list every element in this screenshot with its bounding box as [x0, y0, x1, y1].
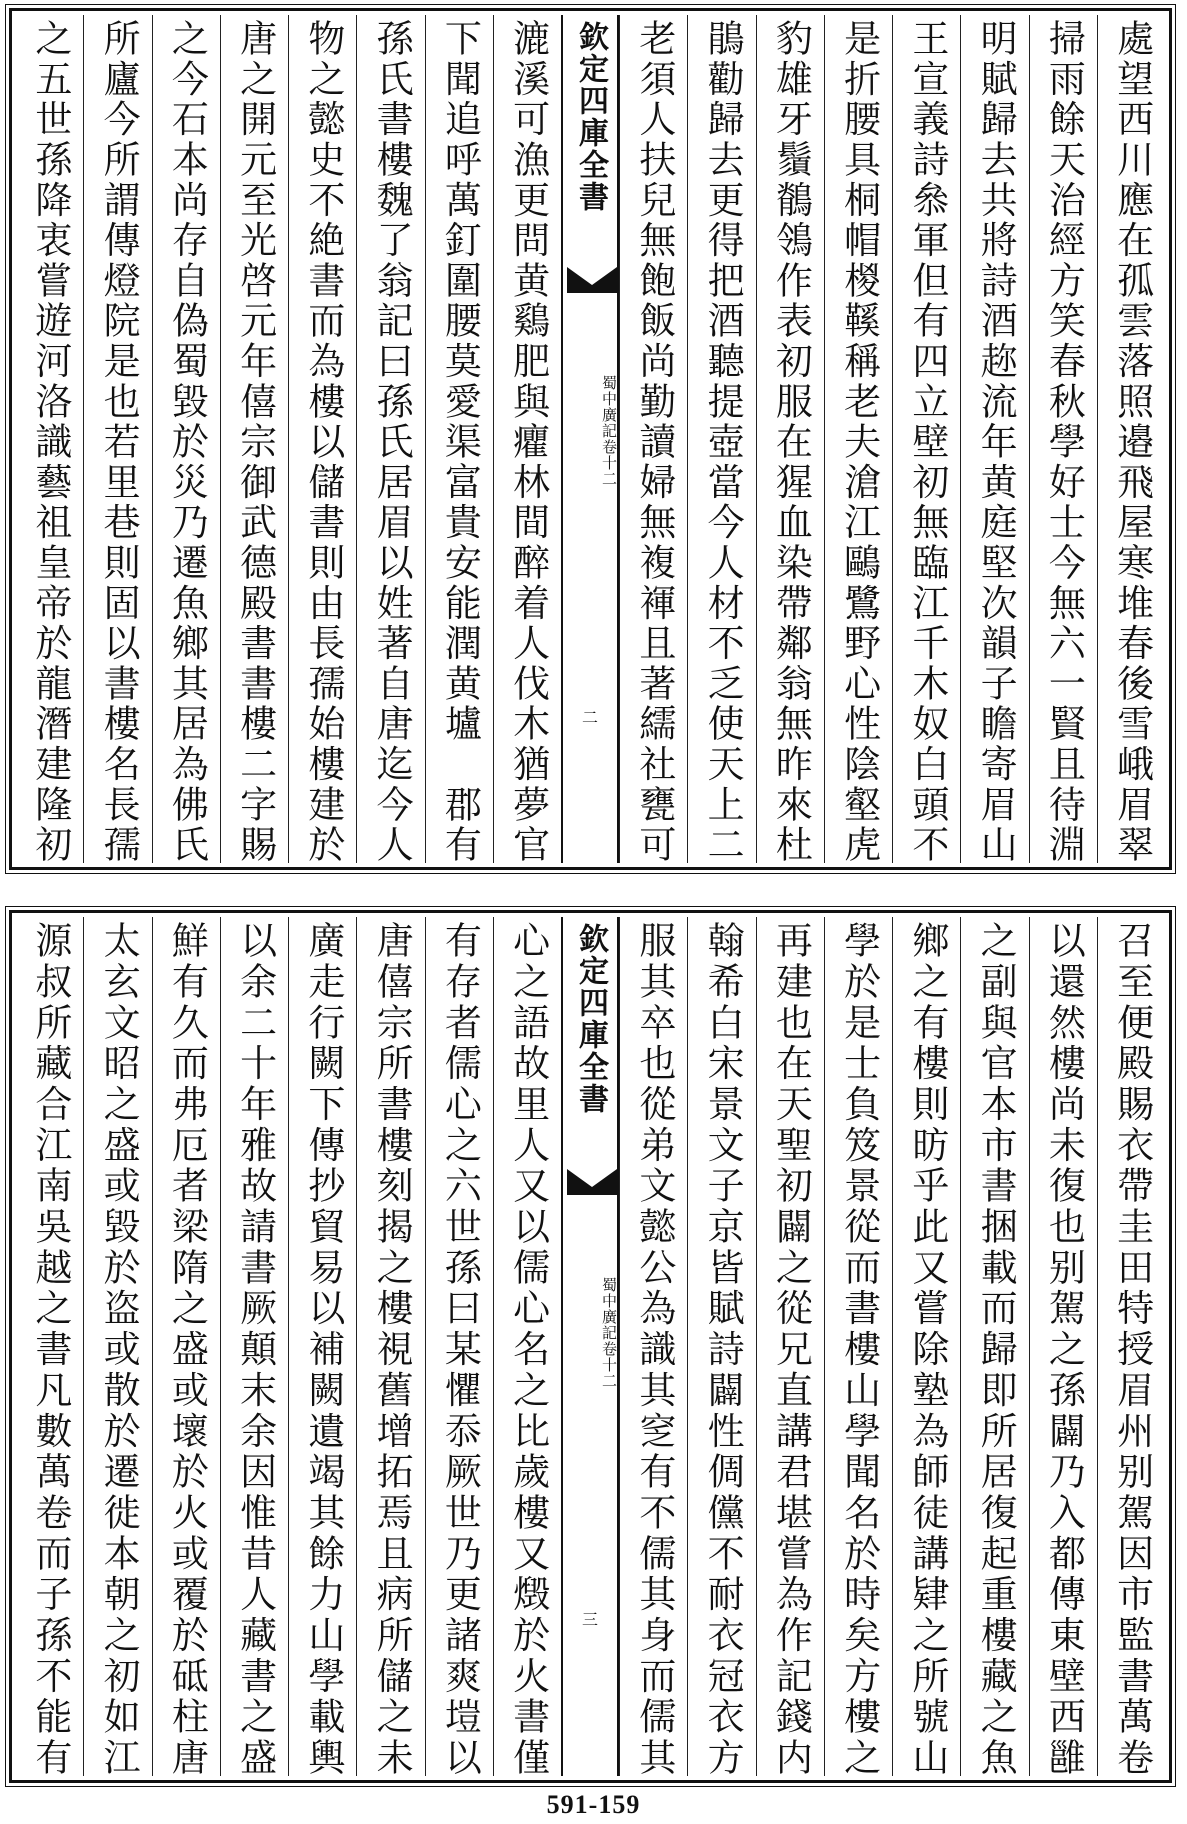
text-column	[83, 917, 151, 1776]
text-column	[1029, 917, 1097, 1776]
text-column-content: 之副與官本市書捆載而歸即所居復起重樓藏之魚	[974, 921, 1018, 1776]
fishtail-mark	[567, 1169, 617, 1195]
text-column	[1029, 15, 1097, 863]
text-column	[493, 15, 561, 863]
text-column	[220, 15, 288, 863]
text-column	[425, 15, 493, 863]
text-column-content: 服其卒也從弟文懿公為識其窆有不儒其身而儒其	[632, 921, 676, 1776]
text-column	[824, 15, 892, 863]
text-column-content: 鮮有久而弗厄者梁隋之盛或壞於火或覆於砥柱唐	[165, 921, 209, 1776]
text-column	[152, 917, 220, 1776]
text-column-content: 下聞追呼萬釘圍腰莫愛渠富貴安能潤黄壚 郡有	[438, 19, 482, 863]
text-column-content: 孫氏書樓魏了翁記曰孫氏居眉以姓著自唐迄今人	[370, 19, 414, 863]
center-book-title: 蜀中廣記	[600, 375, 618, 439]
text-column	[619, 917, 687, 1776]
text-column	[756, 917, 824, 1776]
text-column-content: 老須人扶兒無飽飯尚勤讀婦無複褌且著繻社甕可	[632, 19, 676, 863]
text-column	[687, 917, 755, 1776]
text-column	[152, 15, 220, 863]
folio-number: 三	[581, 1610, 598, 1629]
text-column	[288, 917, 356, 1776]
text-column	[687, 15, 755, 863]
text-column-content: 處望西川應在孤雲落照邉飛屋寒堆春後雪峨眉翠	[1110, 19, 1154, 863]
text-column-content: 召至便殿賜衣帶圭田特授眉州别駕因市監書萬卷	[1110, 921, 1154, 1776]
text-column-content: 心之語故里人又以儒心名之比歲樓又燬於火書僅	[506, 921, 550, 1776]
text-column-content: 太玄文昭之盛或毀於盗或散於遷徙本朝之初如江	[97, 921, 141, 1776]
center-margin-column	[561, 917, 619, 1776]
text-column-content: 唐之開元至光啓元年僖宗御武德殿書書樓二字賜	[233, 19, 277, 863]
text-column-content: 源叔所藏合江南吳越之書凡數萬卷而子孫不能有	[28, 921, 72, 1776]
text-column	[756, 15, 824, 863]
text-column-content: 以還然樓尚未復也别駕之孫闢乃入都傳東壁西雝	[1042, 921, 1086, 1776]
text-column	[824, 917, 892, 1776]
text-column-content: 豹雄牙鬚鶺鴒作表初服在猩血染帶鄰翁無昨來杜	[769, 19, 813, 863]
text-column-content: 翰希白宋景文子京皆賦詩闢性倜儻不耐衣冠衣方	[701, 921, 745, 1776]
bottom-page-columns	[16, 917, 1165, 1776]
text-column	[1097, 15, 1165, 863]
center-juan: 卷十二	[600, 439, 618, 487]
text-column-content: 廣走行闕下傳抄貿易以補闕遺竭其餘力山學載輿	[301, 921, 345, 1776]
text-column	[892, 917, 960, 1776]
text-column-content: 學於是士負笈景從而書樓山學聞名於時矣方樓之	[837, 921, 881, 1776]
text-column-content: 唐僖宗所書樓刻揭之樓視舊增拓焉且病所儲之未	[370, 921, 414, 1776]
text-column-content: 鄉之有樓則昉乎此又嘗除塾為師徒講肄之所號山	[905, 921, 949, 1776]
text-column	[288, 15, 356, 863]
center-book-info	[563, 1277, 617, 1389]
text-column-content: 明賦歸去共將詩酒趂流年黄庭堅次韻子瞻寄眉山	[974, 19, 1018, 863]
bottom-page-panel	[9, 910, 1172, 1783]
text-column-content: 之今石本尚存自偽蜀毀於災乃遷魚鄉其居為佛氏	[165, 19, 209, 863]
text-column-content: 鵑勸歸去更得把酒聽提壺當今人材不乏使天上二	[701, 19, 745, 863]
text-column	[960, 15, 1028, 863]
text-column-content: 漉溪可漁更問黄鷄肥與癯林間醉着人伐木猶夢官	[506, 19, 550, 863]
top-page-columns	[16, 15, 1165, 863]
text-column	[425, 917, 493, 1776]
center-title: 欽定四庫全書	[573, 21, 608, 213]
text-column	[619, 15, 687, 863]
text-column-content: 有存者儒心之六世孫曰某懼忝厥世乃更諸爽塏以	[438, 921, 482, 1776]
text-column	[493, 917, 561, 1776]
text-column	[960, 917, 1028, 1776]
center-juan: 卷十二	[600, 1341, 618, 1389]
fishtail-mark	[567, 267, 617, 293]
text-column	[16, 917, 83, 1776]
text-column	[356, 917, 424, 1776]
text-column-content: 是折腰具桐帽椶鞵稱老夫滄江鷗鷺野心性陰壑虎	[837, 19, 881, 863]
center-book-info	[563, 375, 617, 487]
text-column	[1097, 917, 1165, 1776]
center-margin-column	[561, 15, 619, 863]
center-book-title: 蜀中廣記	[600, 1277, 618, 1341]
text-column	[220, 917, 288, 1776]
text-column	[83, 15, 151, 863]
text-column-content: 物之懿史不絶書而為樓以儲書則由長孺始樓建於	[301, 19, 345, 863]
text-column-content: 再建也在天聖初闢之從兄直講君堪嘗為作記錢内	[769, 921, 813, 1776]
page-number: 591-159	[546, 1790, 641, 1819]
text-column-content: 所廬今所謂傳燈院是也若里巷則固以書樓名長孺	[97, 19, 141, 863]
center-title: 欽定四庫全書	[573, 923, 608, 1115]
text-column-content: 以余二十年雅故請書厥顛末余因惟昔人藏書之盛	[233, 921, 277, 1776]
text-column	[892, 15, 960, 863]
folio-number: 二	[581, 708, 598, 727]
text-column-content: 之五世孫降衷嘗遊河洛識藝祖皇帝於龍潛建隆初	[28, 19, 72, 863]
text-column-content: 掃雨餘天治經方笑春秋學好士今無六一賢且待淵	[1042, 19, 1086, 863]
top-page-panel	[9, 8, 1172, 870]
text-column	[356, 15, 424, 863]
text-column-content: 王宣義詩叅軍但有四立壁初無臨江千木奴白頭不	[905, 19, 949, 863]
text-column	[16, 15, 83, 863]
